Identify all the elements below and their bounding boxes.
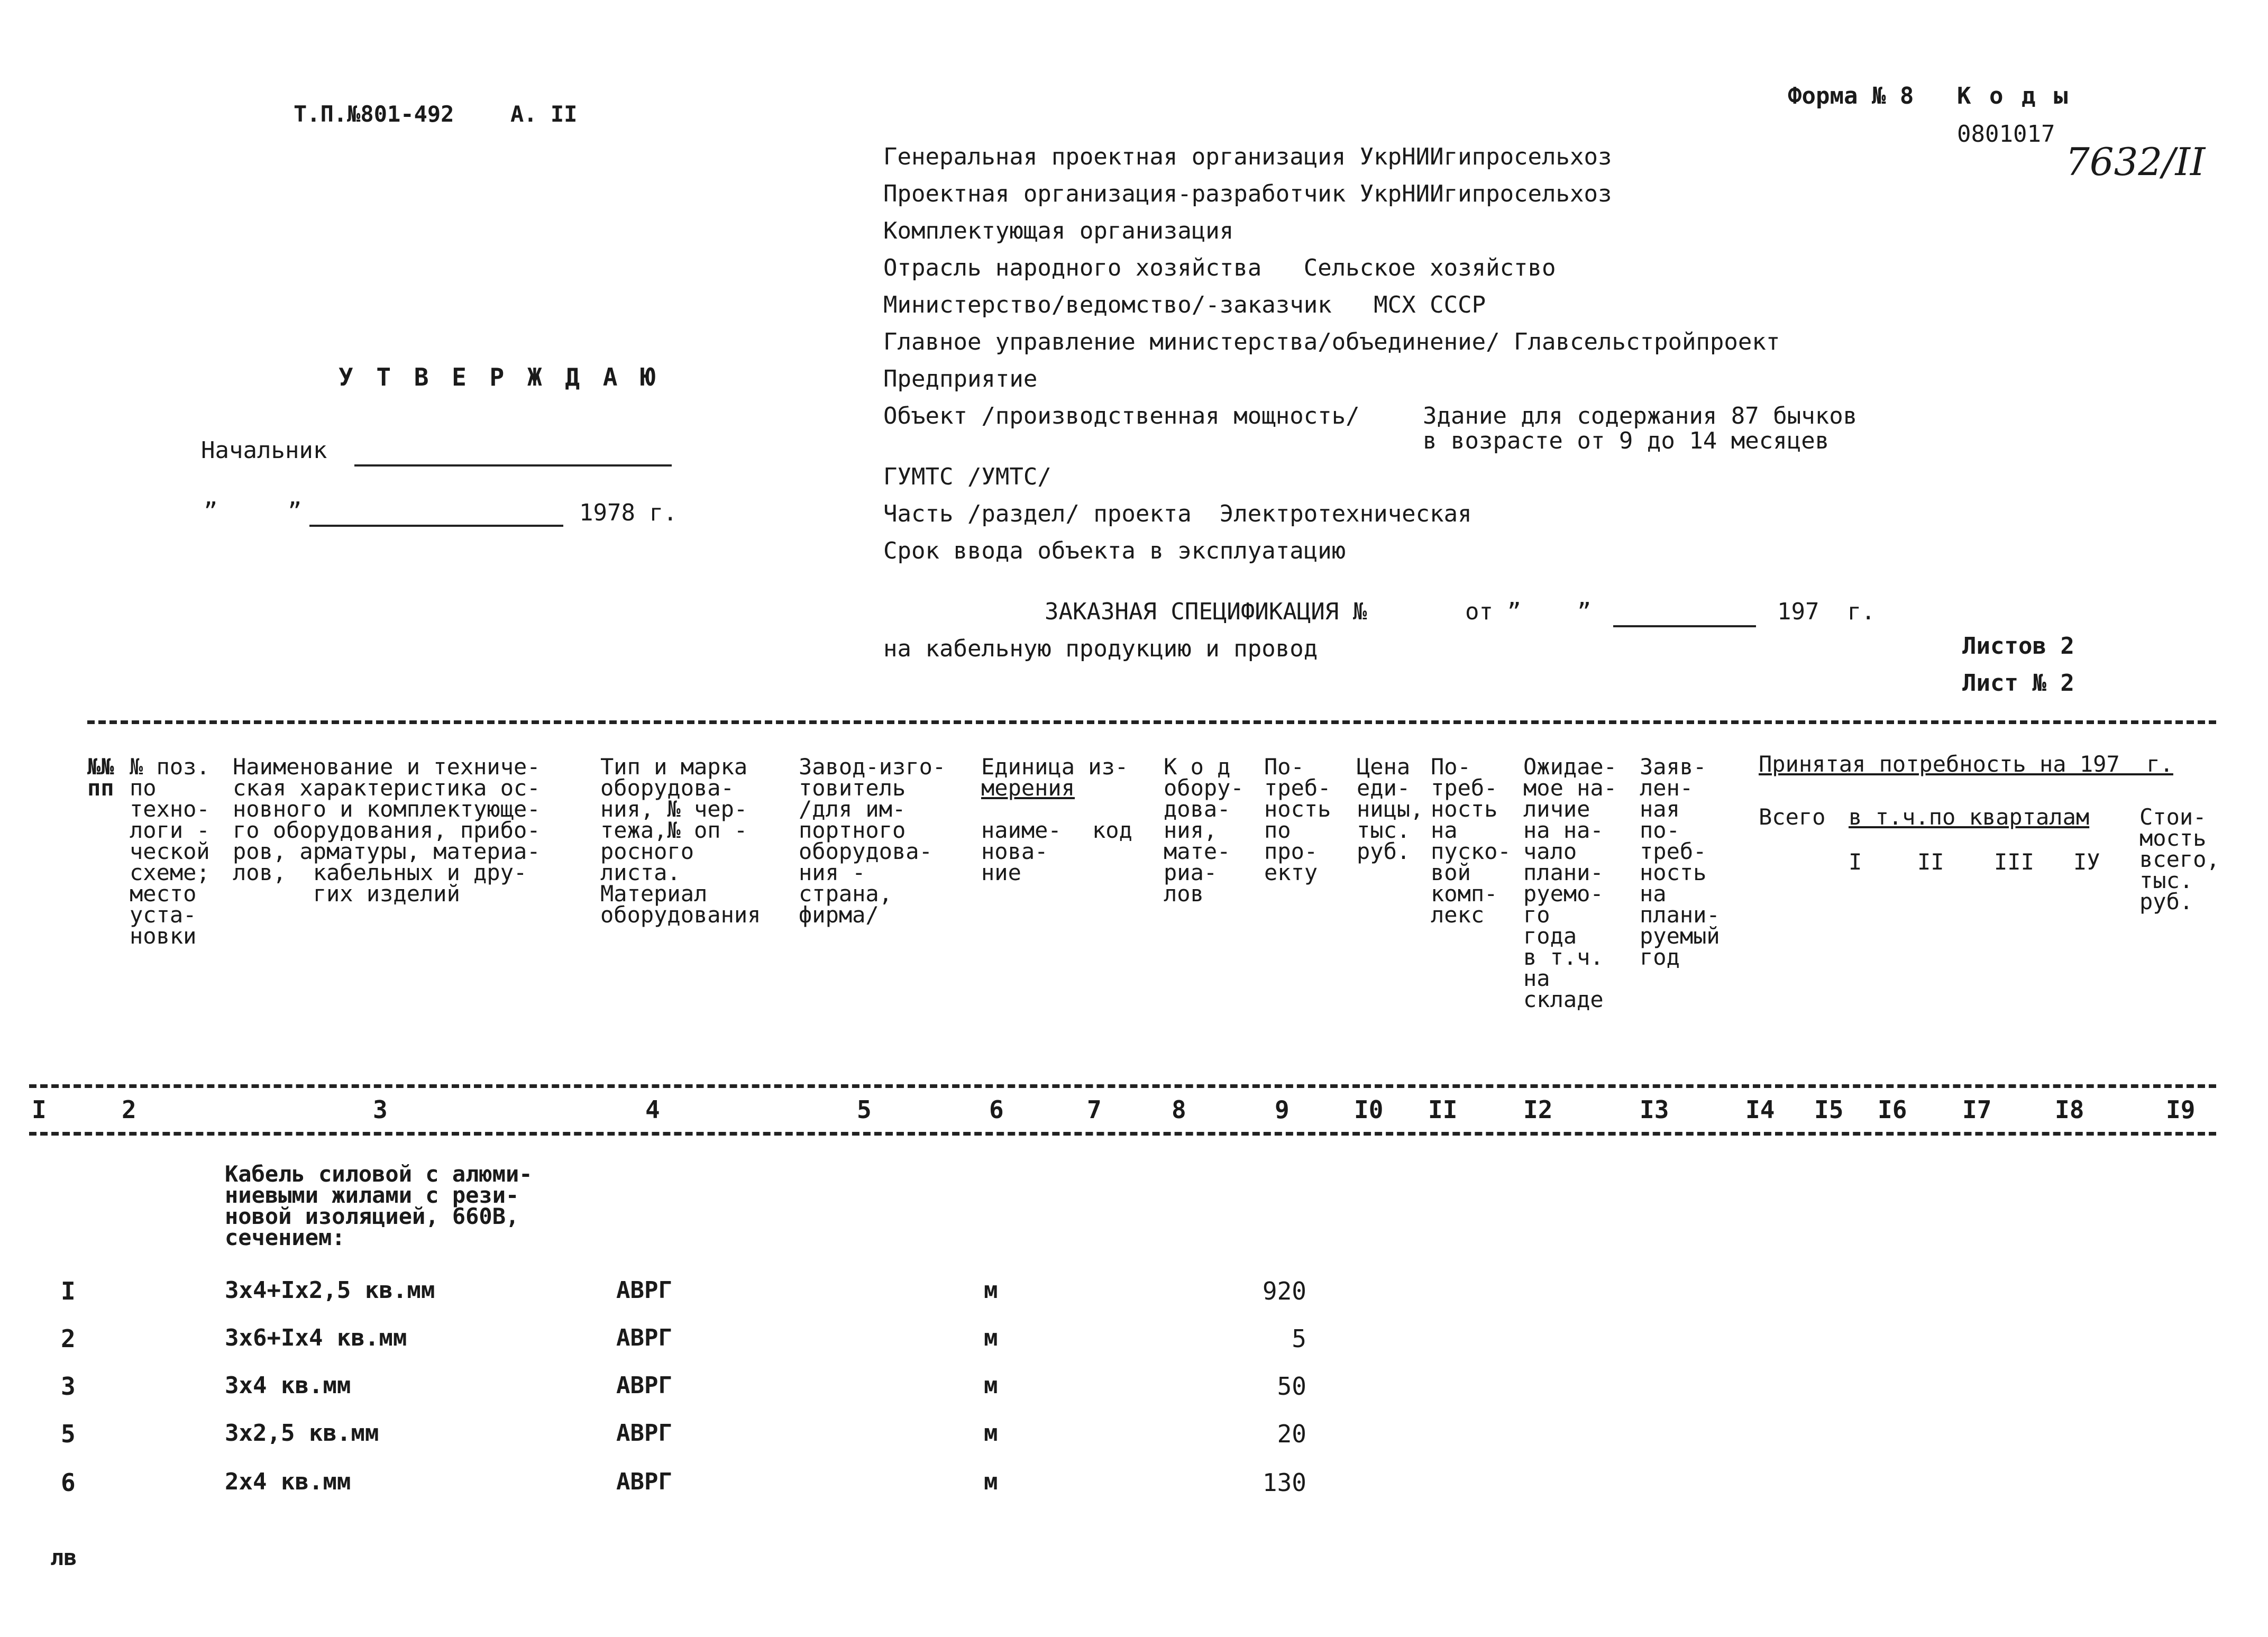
object-value-1: Здание для содержания 87 бычков (1423, 403, 1858, 429)
header-col-10: Цена еди- ницы, тыс. руб. (1357, 754, 1424, 864)
header-by-quarter: в т.ч.по кварталам (1849, 804, 2090, 830)
approval-title: У Т В Е Р Ж Д А Ю (339, 363, 660, 391)
row-qty: 130 (1262, 1468, 1306, 1497)
col-number: 4 (645, 1095, 660, 1124)
row-name: 3х4+Iх2,5 кв.мм (225, 1277, 435, 1304)
header-col-13: Заяв- лен- ная по- треб- ность на плани- руемый год (1640, 754, 1720, 970)
header-q1: I (1849, 849, 1862, 875)
sheets-count: Листов 2 (1962, 633, 2074, 660)
spec-year: 197 г. (1777, 598, 1876, 625)
header-col-1: №№ пп (87, 754, 114, 801)
row-qty: 50 (1277, 1372, 1306, 1401)
row-number: 5 (61, 1420, 76, 1448)
org-line-general: Генеральная проектная организация УкрНИИгипросельхоз (883, 143, 1612, 170)
object-label: Объект /производственная мощность/ (883, 403, 1360, 429)
chief-label: Начальник (201, 437, 327, 464)
chief-signature-line (354, 464, 672, 467)
part-line: Часть /раздел/ проекта Электротехническая (883, 500, 1472, 527)
header-col-67-title: Единица из- (981, 754, 1129, 780)
header-col-4: Тип и марка оборудова- ния, № чер- тежа,№ оп - росного листа. Материал оборудования (600, 754, 761, 928)
row-qty: 5 (1292, 1324, 1306, 1353)
col-number: I7 (1962, 1095, 1992, 1124)
col-number: 5 (857, 1095, 872, 1124)
spec-title: ЗАКАЗНАЯ СПЕЦИФИКАЦИЯ № (1045, 598, 1367, 625)
album-label: А. II (510, 101, 578, 127)
header-col-12: Ожидае- мое на- личие на на- чало плани- руемо- го года в т.ч. на складе (1523, 754, 1617, 1012)
handwritten-number: 7632/II (2065, 140, 2206, 184)
group-title: Кабель силовой с алюми- ниевыми жилами с рези- новой изоляцией, 660В, сечением: (225, 1161, 533, 1250)
header-accepted: Принятая потребность на 197 г. (1759, 751, 2173, 777)
deadline-line: Срок ввода объекта в эксплуатацию (883, 537, 1346, 564)
col-number: 9 (1275, 1095, 1290, 1124)
table-top-rule (87, 720, 2216, 724)
col-number: I4 (1745, 1095, 1775, 1124)
col-number: II (1428, 1095, 1458, 1124)
col-number: I6 (1878, 1095, 1907, 1124)
col-number: I2 (1523, 1095, 1553, 1124)
sheet-number: Лист № 2 (1962, 670, 2074, 697)
header-col-19: Стои- мость всего, тыс. руб. (2139, 804, 2220, 914)
row-type: АВРГ (616, 1324, 672, 1351)
code-value: 0801017 (1957, 121, 2055, 148)
header-col-5: Завод-изго- товитель /для им- портного оборудова- ния - страна, фирма/ (799, 754, 946, 928)
row-unit: м (984, 1420, 998, 1447)
header-col-67-sub: мерения (981, 775, 1075, 801)
col-number: I9 (2166, 1095, 2196, 1124)
header-col-7: код (1092, 817, 1132, 843)
row-name: 3х4 кв.мм (225, 1372, 351, 1399)
col-numbers-top-rule (29, 1084, 2216, 1088)
header-q2: II (1917, 849, 1944, 875)
col-number: 2 (122, 1095, 136, 1124)
approval-year: 1978 г. (579, 499, 678, 526)
row-name: 3х6+Iх4 кв.мм (225, 1324, 407, 1351)
approval-date-line (309, 525, 563, 527)
row-unit: м (984, 1277, 998, 1304)
org-line-enterprise: Предприятие (883, 365, 1038, 392)
row-name: 3х2,5 кв.мм (225, 1420, 379, 1447)
col-number: I5 (1814, 1095, 1844, 1124)
row-number: I (61, 1277, 76, 1305)
row-number: 3 (61, 1372, 76, 1401)
codes-label: К о д ы (1957, 83, 2070, 109)
col-numbers-bottom-rule (29, 1132, 2216, 1136)
org-line-completing: Комплектующая организация (883, 217, 1234, 244)
row-number: 6 (61, 1468, 76, 1497)
row-name: 2х4 кв.мм (225, 1468, 351, 1495)
col-number: 6 (989, 1095, 1004, 1124)
row-type: АВРГ (616, 1277, 672, 1304)
col-number: I3 (1640, 1095, 1669, 1124)
row-unit: м (984, 1324, 998, 1351)
header-q3: III (1994, 849, 2034, 875)
col-number: I0 (1354, 1095, 1384, 1124)
approval-date-quotes: ” ” (204, 498, 302, 525)
header-col-3: Наименование и техниче- ская характеристика ос- новного и комплектующе- го оборудования, прибо- ров, арматуры, материа- лов, кабельных и дру- гих изделий (233, 754, 541, 907)
gumts-line: ГУМТС /УМТС/ (883, 463, 1051, 490)
header-col-11: По- треб- ность на пуско- вой комп- лекс (1431, 754, 1511, 928)
org-line-main-dept: Главное управление министерства/объединение/ Главсельстройпроект (883, 328, 1780, 355)
header-col-6: наиме- нова- ние (981, 817, 1062, 885)
doc-code: Т.П.№801-492 (294, 101, 454, 127)
col-number: I8 (2055, 1095, 2084, 1124)
header-col-9: По- треб- ность по про- екту (1264, 754, 1331, 885)
spec-date-line (1613, 625, 1756, 627)
spec-subtitle: на кабельную продукцию и провод (883, 635, 1318, 662)
row-qty: 20 (1277, 1420, 1306, 1448)
row-number: 2 (61, 1324, 76, 1353)
header-q4: IУ (2073, 849, 2100, 875)
col-number: 8 (1172, 1095, 1186, 1124)
row-unit: м (984, 1372, 998, 1399)
org-line-developer: Проектная организация-разработчик УкрНИИгипросельхоз (883, 180, 1612, 207)
header-col-8: К о д обору- дова- ния, мате- риа- лов (1164, 754, 1244, 907)
col-number: 7 (1087, 1095, 1102, 1124)
row-type: АВРГ (616, 1420, 672, 1447)
row-qty: 920 (1262, 1277, 1306, 1305)
row-type: АВРГ (616, 1372, 672, 1399)
org-line-industry: Отрасль народного хозяйства Сельское хозяйство (883, 254, 1556, 281)
header-total: Всего (1759, 804, 1826, 830)
form-number: Форма № 8 (1788, 83, 1914, 109)
header-col-2: № поз. по техно- логи - ческой схеме; место уста- новки (130, 754, 210, 949)
row-unit: м (984, 1468, 998, 1495)
col-number: I (32, 1095, 47, 1124)
spec-from: от ” ” (1465, 598, 1592, 625)
footer-mark: лв (50, 1544, 77, 1570)
col-number: 3 (373, 1095, 388, 1124)
object-value-2: в возрасте от 9 до 14 месяцев (1423, 427, 1830, 454)
org-line-ministry: Министерство/ведомство/-заказчик МСХ СССР (883, 291, 1486, 318)
row-type: АВРГ (616, 1468, 672, 1495)
